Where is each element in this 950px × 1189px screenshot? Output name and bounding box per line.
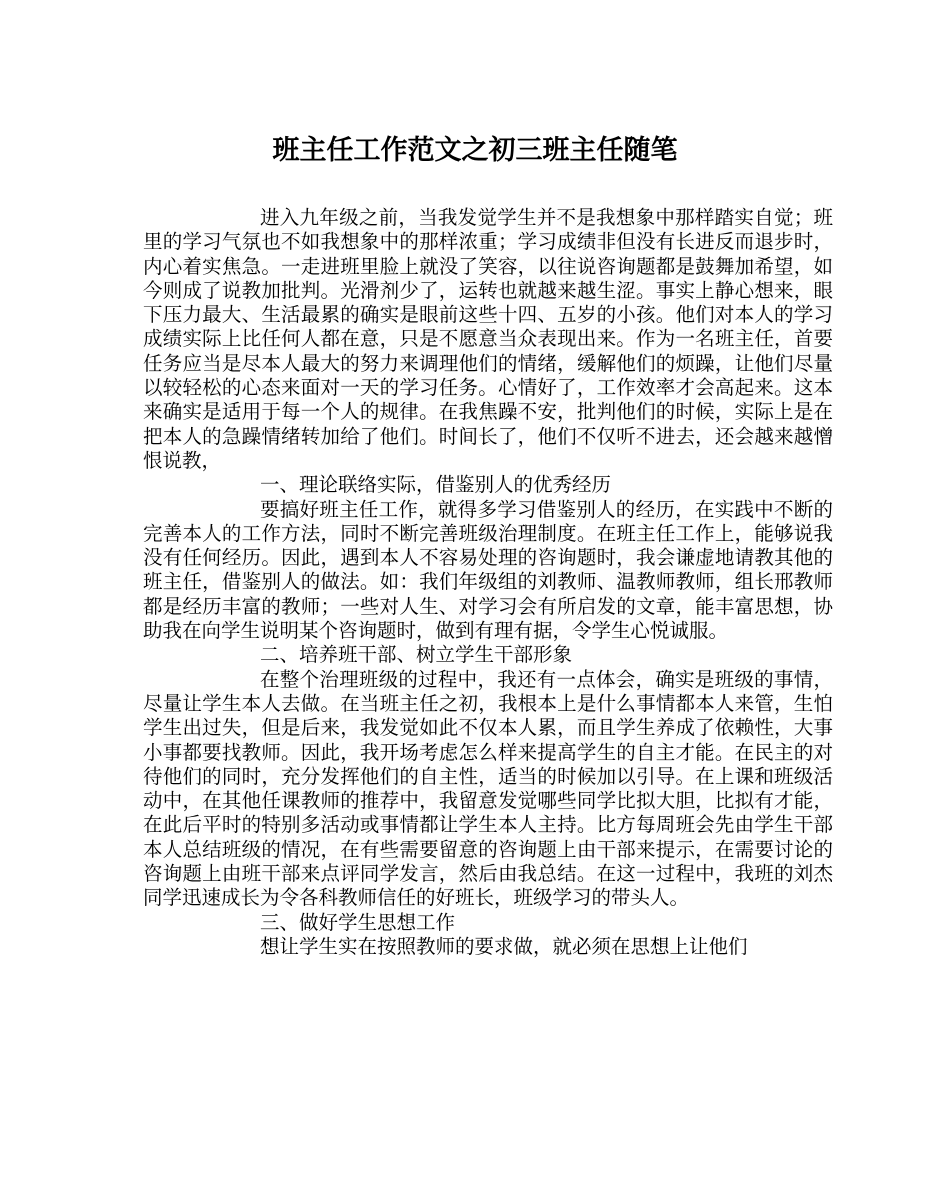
section-heading-2: 二、培养班干部、树立学生干部形象 <box>260 643 573 667</box>
section-heading-1: 一、理论联络实际，借鉴别人的优秀经历 <box>260 473 612 497</box>
paragraph-intro: 进入九年级之前，当我发觉学生并不是我想象中那样踏实自觉；班里的学习气氛也不如我想象中的那样浓重；学习成绩非但没有长进反而退步时，内心着实焦急。一走进班里脸上就没了笑容，以往说咨询题都是鼓舞加希望，如今则成了说教加批判。光滑剂少了，运转也就越来越生涩。事实上静心想来，眼下压力最大、生活最累的确实是眼前这些十四、五岁的小孩。他们对本人的学习成绩实际上比任何人都在意，只是不愿意当众表现出来。作为一名班主任，首要任务应当是尽本人最大的努力来调理他们的情绪，缓解他们的烦躁，让他们尽量以较轻松的心态来面对一天的学习任务。心情好了，工作效率才会高起来。这本来确实是适用于每一个人的规律。在我焦躁不安，批判他们的时候，实际上是在把本人的急躁情绪转加给了他们。时间长了，他们不仅听不进去，还会越来越憎恨说教， <box>143 206 833 472</box>
section-heading-3: 三、做好学生思想工作 <box>260 910 456 934</box>
paragraph-section-2: 在整个治理班级的过程中，我还有一点体会，确实是班级的事情，尽量让学生本人去做。在当班主任之初，我根本上是什么事情都本人来管，生怕学生出过失，但是后来，我发觉如此不仅本人累，而且学生养成了依赖性，大事小事都要找教师。因此，我开场考虑怎么样来提高学生的自主才能。在民主的对待他们的同时，充分发挥他们的自主性，适当的时候加以引导。在上课和班级活动中，在其他任课教师的推荐中，我留意发觉哪些同学比拟大胆，比拟有才能，在此后平时的特别多活动或事情都让学生本人主持。比方每周班会先由学生干部本人总结班级的情况，在有些需要留意的咨询题上由干部来提示，在需要讨论的咨询题上由班干部来点评同学发言，然后由我总结。在这一过程中，我班的刘杰同学迅速成长为令各科教师信任的好班长，班级学习的带头人。 <box>143 667 833 910</box>
paragraph-section-3: 想让学生实在按照教师的要求做，就必须在思想上让他们 <box>260 934 748 958</box>
document-body <box>143 206 833 959</box>
document-title: 班主任工作范文之初三班主任随笔 <box>272 135 678 166</box>
paragraph-section-1: 要搞好班主任工作，就得多学习借鉴别人的经历，在实践中不断的完善本人的工作方法，同时不断完善班级治理制度。在班主任工作上，能够说我没有任何经历。因此，遇到本人不容易处理的咨询题时，我会谦虚地请教其他的班主任，借鉴别人的做法。如：我们年级组的刘教师、温教师教师，组长邢教师都是经历丰富的教师；一些对人生、对学习会有所启发的文章，能丰富思想，协助我在向学生说明某个咨询题时，做到有理有据，令学生心悦诚服。 <box>143 497 833 643</box>
